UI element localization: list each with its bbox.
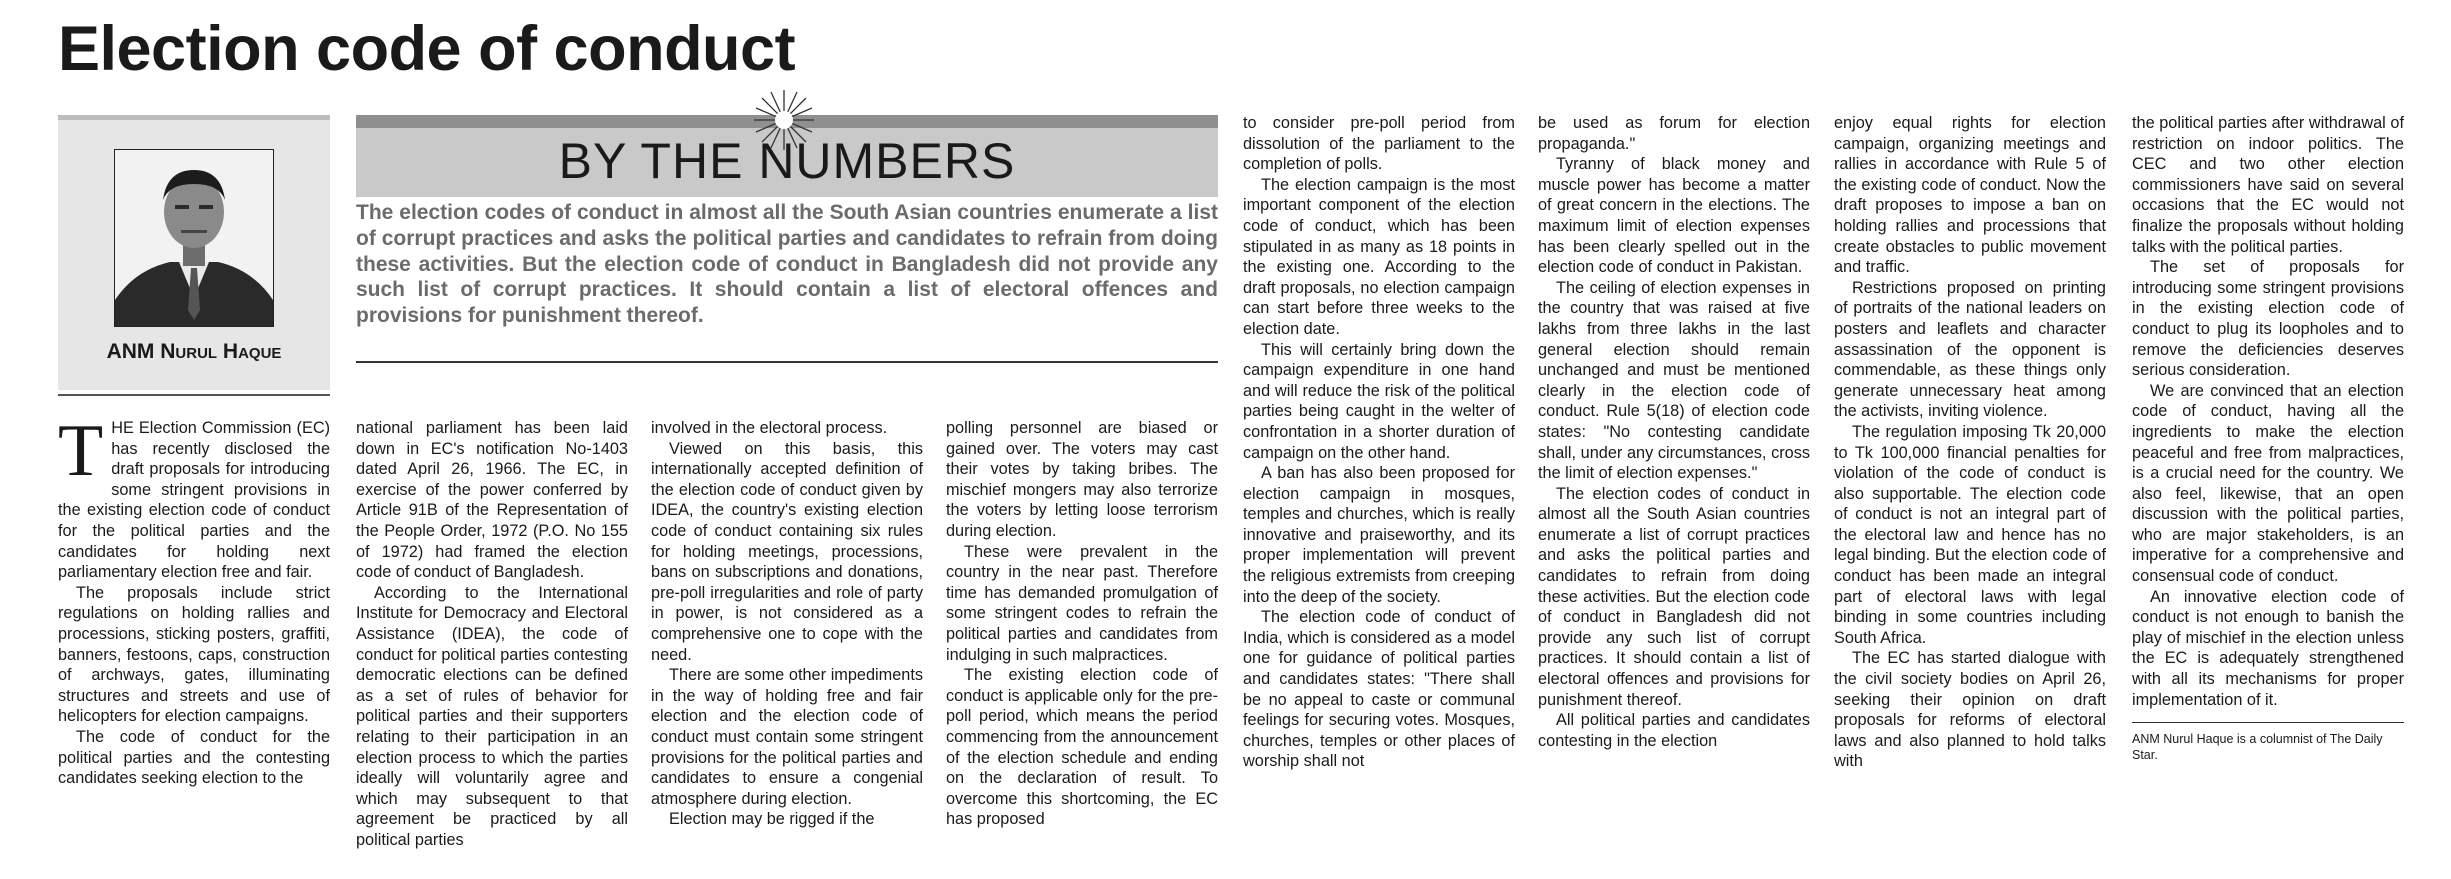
paragraph: The proposals include strict regulations on holding rallies and processions, sticking posters, graffiti, banners, festoons, caps, construction of archways, gates, illuminating structures and streets and use of helicopters for election campaigns. bbox=[58, 583, 330, 726]
author-portrait-icon bbox=[114, 149, 274, 327]
paragraph: An innovative election code of conduct is not enough to banish the play of mischief in the election unless the EC is adequately strengthened with all its mechanisms for proper implementation of it. bbox=[2132, 587, 2404, 709]
author-box bbox=[58, 115, 330, 390]
divider bbox=[356, 361, 1218, 363]
article-column-4 bbox=[946, 418, 1218, 858]
paragraph: to consider pre-poll period from dissolution of the parliament to the completion of polls. bbox=[1243, 114, 1515, 174]
paragraph: Restrictions proposed on printing of portraits of the national leaders on posters and leaflets and character assassination of the opponent is commendable, as these things only generate unnecessary heat among the activists, inviting violence. bbox=[1834, 278, 2106, 421]
paragraph: The ceiling of election expenses in the country that was raised at five lakhs from three lakhs in the last general election should remain unchanged and must be mentioned clearly in the election code of conduct. Rule 5(18) of election code states: "No contesting candidate shall, under any circumstances, cross the limit of election expenses." bbox=[1538, 278, 1810, 483]
paragraph: All political parties and candidates contesting in the election bbox=[1538, 711, 1810, 750]
paragraph: be used as forum for election propaganda." bbox=[1538, 114, 1810, 153]
paragraph: involved in the electoral process. bbox=[651, 419, 888, 437]
paragraph: Tyranny of black money and muscle power has become a matter of great concern in the elections. The maximum limit of election expenses has been clearly spelled out in the election code of conduct in Pakistan. bbox=[1538, 155, 1810, 277]
paragraph: The election code of conduct of India, which is considered as a model one for guidance of political parties and candidates states: "There shall be no appeal to caste or communal feelings for securing votes. Mosques, churches, temples or other places of worship shall not bbox=[1243, 608, 1515, 771]
paragraph: The existing election code of conduct is applicable only for the pre-poll period, which means the period commencing from the announcement of the election schedule and ending on the declaration of result. To overcome this shortcoming, the EC has proposed bbox=[946, 666, 1218, 829]
paragraph: The election codes of conduct in almost all the South Asian countries enumerate a list of corrupt practices and asks the political parties and candidates to refrain from doing these activities. But the election code of conduct in Bangladesh did not provide any such list of corrupt practices. It should contain a list of electoral offences and provisions for punishment thereof. bbox=[1538, 484, 1810, 709]
article-column-8 bbox=[2132, 113, 2404, 858]
paragraph: Election may be rigged if the bbox=[669, 810, 875, 829]
headline: Election code of conduct bbox=[58, 14, 796, 84]
paragraph: We are convinced that an election code of conduct, having all the ingredients to make the election peaceful and free from malpractices, is a crucial need for the country. We also feel, likewise, that an open discussion with the political parties, who are major stakeholders, is an imperative for a comprehensive and consensual code of conduct. bbox=[2132, 381, 2404, 586]
author-bio: ANM Nurul Haque is a columnist of The Daily Star. bbox=[2132, 732, 2383, 763]
paragraph: There are some other impediments in the way of holding free and fair election and the election code of conduct must contain some stringent provisions for the political parties and candidates to ensure a congenial atmosphere during election. bbox=[651, 666, 923, 808]
paragraph: enjoy equal rights for election campaign, organizing meetings and rallies in accordance with Rule 5 of the existing code of conduct. Now the draft proposes to impose a ban on holding rallies and processions that create obstacles to public movement and traffic. bbox=[1834, 114, 2106, 277]
paragraph: the political parties after withdrawal of restriction on indoor politics. The CEC and two other election commissioners have said on several occasions that the EC would not finalize the proposals without holding talks with the political parties. bbox=[2132, 114, 2404, 256]
divider bbox=[2132, 722, 2404, 723]
article-column-3 bbox=[651, 418, 923, 858]
author-name: ANM Nurul Haque bbox=[106, 340, 282, 363]
paragraph: national parliament has been laid down in EC's notification No-1403 dated April 26, 1966. The EC, in exercise of the power conferred by Article 91B of the Representation of the People Order, 1972 (P.O. No 155 of 1972) had framed the election code of conduct of Bangladesh. bbox=[356, 419, 628, 582]
paragraph: Viewed on this basis, this internationally accepted definition of the election code of conduct given by IDEA, the country's existing election code of conduct containing six rules for holding meetings, processions, bans on subscriptions and donations, pre-poll irregularities and role of party in power, is not considered as a comprehensive one to cope with the need. bbox=[651, 439, 923, 664]
paragraph: This will certainly bring down the campaign expenditure in one hand and will reduce the risk of the political parties being caught in the welter of confrontation in a shorter duration of campaign on the other hand. bbox=[1243, 340, 1515, 462]
divider bbox=[58, 394, 330, 396]
paragraph: The regulation imposing Tk 20,000 to Tk 100,000 financial penalties for violation of the code of conduct is also supportable. The election code of conduct is not an integral part of the electoral law and hence has no legal binding. But the election code of conduct has been made an integral part of electoral laws with legal binding in some countries including South Africa. bbox=[1834, 422, 2106, 647]
paragraph: The election campaign is the most important component of the election code of conduct, which has been stipulated in as many as 18 points in the existing one. According to the draft proposals, no election campaign can start before three weeks to the election date. bbox=[1243, 175, 1515, 338]
article-column-5 bbox=[1243, 113, 1515, 858]
paragraph: These were prevalent in the country in the near past. Therefore time has demanded promulgation of some stringent codes to refrain the political parties and candidates from indulging in such malpractices. bbox=[946, 542, 1218, 664]
dropcap: T bbox=[58, 418, 104, 492]
paragraph: The code of conduct for the political parties and the contesting candidates seeking election to the bbox=[58, 727, 330, 788]
article-column-2 bbox=[356, 418, 628, 858]
paragraph: HE Election Commission (EC) has recently disclosed the draft proposals for introducing some stringent provisions in the existing election code of conduct for the political parties and the candidates for holding next parliamentary election free and fair. bbox=[58, 419, 330, 582]
paragraph: The set of proposals for introducing some stringent provisions in the existing election code of conduct to plug its loopholes and to remove the deficiencies deserves serious consideration. bbox=[2132, 258, 2404, 380]
summary-text: The election codes of conduct in almost all the South Asian countries enumerate a list of corrupt practices and asks the political parties and candidates to refrain from doing these activities. But the election code of conduct in Bangladesh did not provide any such list of corrupt practices. It should contain a list of electoral offences and provisions for punishment thereof. bbox=[356, 201, 1218, 328]
article-column-6 bbox=[1538, 113, 1810, 858]
starburst-icon bbox=[749, 88, 819, 152]
paragraph: polling personnel are biased or gained over. The voters may cast their votes by taking bribes. The mischief mongers may also terrorize the voters by letting loose terrorism during election. bbox=[946, 419, 1218, 540]
article-column-1 bbox=[58, 418, 330, 858]
paragraph: The EC has started dialogue with the civil society bodies on April 26, seeking their opinion on draft proposals for reforms of electoral laws and also planned to hold talks with bbox=[1834, 649, 2106, 771]
article-column-7 bbox=[1834, 113, 2106, 858]
paragraph: According to the International Institute for Democracy and Electoral Assistance (IDEA), the code of conduct for political parties contesting democratic elections can be defined as a set of rules of behavior for political parties and their supporters relating to their participation in an election process to which the parties ideally will voluntarily agree and which may subsequent to that agreement be practiced by all political parties bbox=[356, 583, 628, 849]
paragraph: A ban has also been proposed for election campaign in mosques, temples and churches, which is really innovative and praiseworthy, and its proper implementation will prevent the religious extremists from creeping into the deep of the society. bbox=[1243, 464, 1515, 606]
banner-title: BY THE NUMBERS bbox=[558, 133, 1016, 189]
